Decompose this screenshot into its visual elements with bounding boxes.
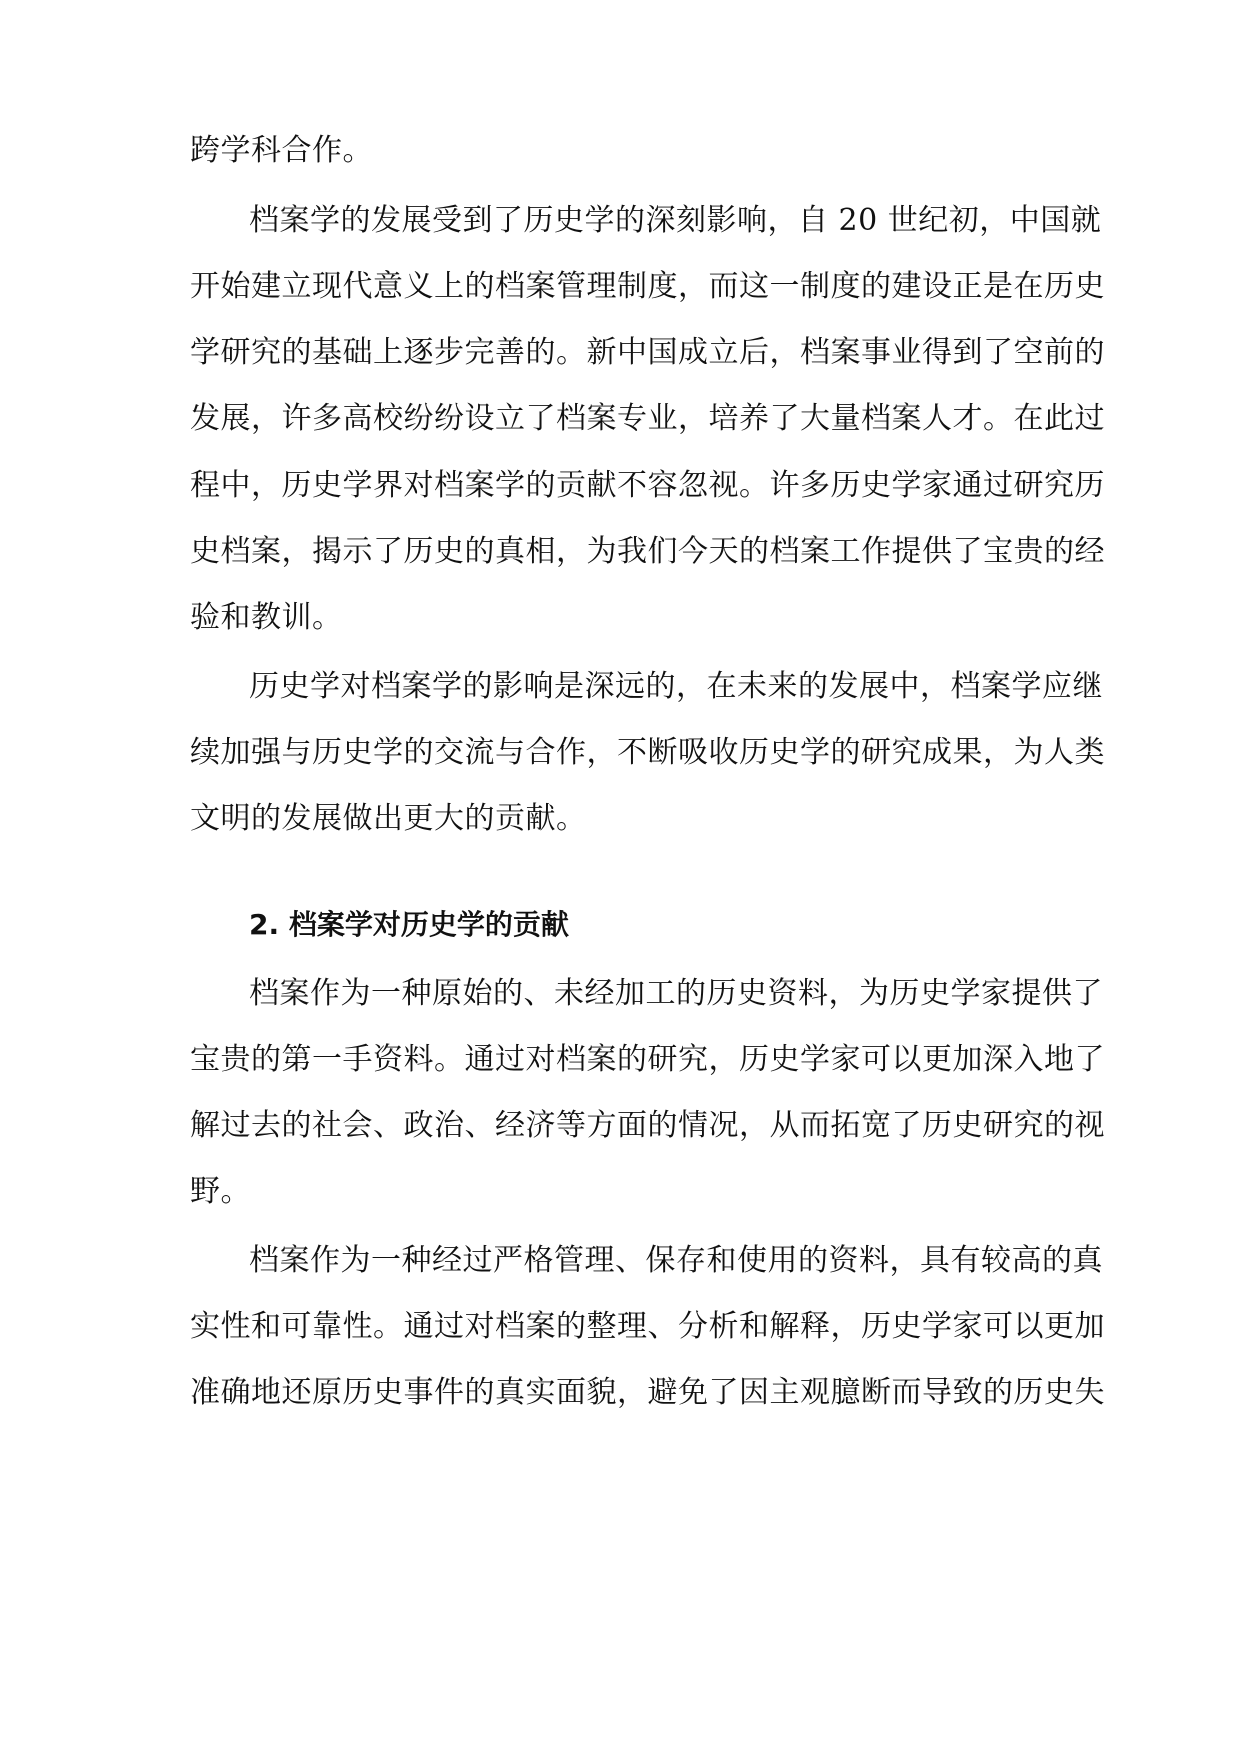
text-line: 验和教训。: [190, 600, 343, 635]
text-line: 野。: [190, 1174, 251, 1209]
text-line: 文明的发展做出更大的贡献。: [190, 801, 587, 836]
text-line: 解过去的社会、政治、经济等方面的情况，从而拓宽了历史研究的视: [190, 1108, 1105, 1143]
text-line: 程中，历史学界对档案学的贡献不容忽视。许多历史学家通过研究历: [190, 468, 1105, 503]
section-heading: 2. 档案学对历史学的贡献: [249, 908, 569, 941]
text-line: 续加强与历史学的交流与合作，不断吸收历史学的研究成果，为人类: [190, 735, 1105, 770]
text-line: 发展，许多高校纷纷设立了档案专业，培养了大量档案人才。在此过: [190, 401, 1105, 436]
paragraph-first-line: 档案作为一种原始的、未经加工的历史资料，为历史学家提供了: [249, 976, 1103, 1011]
text-line: 跨学科合作。: [190, 133, 373, 168]
text-line: 宝贵的第一手资料。通过对档案的研究，历史学家可以更加深入地了: [190, 1042, 1105, 1077]
paragraph-first-line: 档案学的发展受到了历史学的深刻影响，自 20 世纪初，中国就: [249, 203, 1102, 238]
text-line: 开始建立现代意义上的档案管理制度，而这一制度的建设正是在历史: [190, 269, 1105, 304]
paragraph-first-line: 档案作为一种经过严格管理、保存和使用的资料，具有较高的真: [249, 1243, 1103, 1278]
paragraph-first-line: 历史学对档案学的影响是深远的，在未来的发展中，档案学应继: [249, 669, 1103, 704]
text-line: 准确地还原历史事件的真实面貌，避免了因主观臆断而导致的历史失: [190, 1375, 1105, 1410]
text-line: 实性和可靠性。通过对档案的整理、分析和解释，历史学家可以更加: [190, 1309, 1105, 1344]
text-line: 学研究的基础上逐步完善的。新中国成立后，档案事业得到了空前的: [190, 335, 1105, 370]
text-line: 史档案，揭示了历史的真相，为我们今天的档案工作提供了宝贵的经: [190, 534, 1105, 569]
